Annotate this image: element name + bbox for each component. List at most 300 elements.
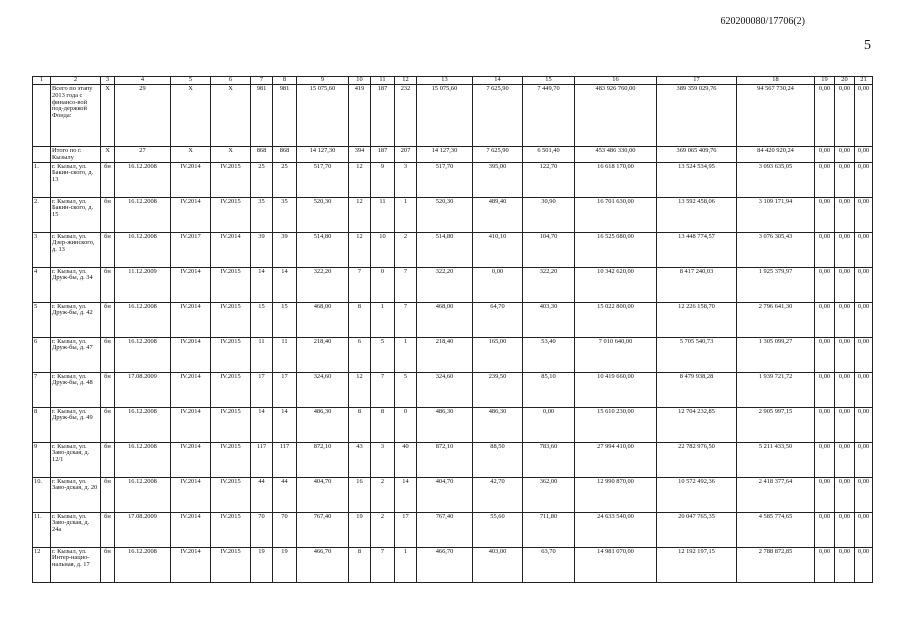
table-cell: 12 990 870,00 [575,477,657,512]
housing-program-table [32,76,873,583]
table-cell: 981 [251,85,273,147]
table-cell: 63,70 [523,547,575,582]
table-cell: 483 926 760,00 [575,85,657,147]
table-cell: 15 610 230,00 [575,407,657,442]
table-cell: 0,00 [835,337,855,372]
table-cell: 35 [251,197,273,232]
table-cell: 0,00 [835,407,855,442]
table-cell: 1. [33,162,51,197]
table-row [33,407,873,442]
table-cell: 0,00 [855,85,873,147]
table-cell: 0,00 [855,197,873,232]
table-cell: 2 788 872,85 [737,547,815,582]
table-cell: 5 [371,337,395,372]
column-number: 19 [815,77,835,85]
table-cell: 42,70 [473,477,523,512]
table-cell: 30,90 [523,197,575,232]
table-cell: 12 [349,162,371,197]
table-cell: 517,70 [417,162,473,197]
address-cell: г. Кызыл, ул. Заво-дская, д. 24а [51,512,101,547]
table-cell: бн [101,372,115,407]
subtotal-row [33,147,873,163]
table-cell: 1 925 379,97 [737,267,815,302]
column-number: 21 [855,77,873,85]
table-cell: 44 [251,477,273,512]
table-cell: 322,20 [417,267,473,302]
table-cell: 0,00 [835,147,855,163]
table-cell: 5 211 433,50 [737,442,815,477]
table-cell: 3 [395,162,417,197]
table-cell: 84 420 920,24 [737,147,815,163]
table-cell: 11.12.2009 [115,267,171,302]
address-cell: г. Кызыл, ул. Друж-бы, д. 49 [51,407,101,442]
column-number: 2 [51,77,101,85]
table-cell: IV.2014 [171,162,211,197]
table-cell: 25 [251,162,273,197]
table-cell: IV.2015 [211,442,251,477]
table-cell: 4 585 774,65 [737,512,815,547]
table-cell: 868 [251,147,273,163]
table-cell: 15 075,60 [297,85,349,147]
table-cell: 16.12.2008 [115,547,171,582]
table-cell: 0,00 [815,197,835,232]
table-cell: 1 [395,547,417,582]
table-cell: X [101,85,115,147]
table-cell: 53,40 [523,337,575,372]
table-cell: 218,40 [417,337,473,372]
table-cell: 8 479 938,28 [657,372,737,407]
table-cell: 0,00 [835,302,855,337]
table-cell: X [171,85,211,147]
page-number: 5 [864,38,871,53]
table-cell: 468,00 [297,302,349,337]
table-cell: 15 022 800,00 [575,302,657,337]
table-cell: 9 [371,162,395,197]
table-cell: 868 [273,147,297,163]
table-cell: 7 [395,267,417,302]
table-cell: 0,00 [855,407,873,442]
table-cell: 466,70 [417,547,473,582]
table-cell: 0,00 [835,162,855,197]
table-cell: 117 [273,442,297,477]
table-cell: IV.2014 [171,267,211,302]
table-cell: 410,10 [473,232,523,267]
table-cell: IV.2017 [171,232,211,267]
address-cell: Итого по г. Кызылу [51,147,101,163]
column-number: 13 [417,77,473,85]
table-cell: 16.12.2008 [115,477,171,512]
table-cell: 9 [33,442,51,477]
table-cell: 403,00 [473,547,523,582]
table-cell: 4 [33,267,51,302]
table-cell: 8 [349,407,371,442]
table-cell: 70 [273,512,297,547]
table-cell: IV.2014 [171,197,211,232]
table-cell: 7 [33,372,51,407]
table-cell: 7 [371,372,395,407]
table-cell: 486,30 [473,407,523,442]
table-cell: 15 075,60 [417,85,473,147]
table-cell: 5 705 540,73 [657,337,737,372]
column-number: 11 [371,77,395,85]
table-cell: 11 [273,337,297,372]
column-number: 15 [523,77,575,85]
table-cell: 70 [251,512,273,547]
table-cell: 218,40 [297,337,349,372]
table-cell: 17.08.2009 [115,372,171,407]
table-cell: IV.2015 [211,162,251,197]
table-cell: 17 [251,372,273,407]
table-cell: 0,00 [815,147,835,163]
column-number: 8 [273,77,297,85]
table-cell: 10 419 660,00 [575,372,657,407]
table-cell: 7 [371,547,395,582]
table-cell: 453 486 330,00 [575,147,657,163]
table-cell: IV.2015 [211,547,251,582]
table-cell: 394 [349,147,371,163]
table-cell: 0,00 [835,512,855,547]
table-cell: 207 [395,147,417,163]
table-cell: 362,00 [523,477,575,512]
table-cell: 11 [251,337,273,372]
table-cell: 2 796 641,30 [737,302,815,337]
table-cell: 12 704 232,85 [657,407,737,442]
column-number: 17 [657,77,737,85]
table-cell: X [211,85,251,147]
table-row [33,232,873,267]
table-cell: 1 939 721,72 [737,372,815,407]
table-cell: 403,30 [523,302,575,337]
column-number: 16 [575,77,657,85]
table-cell: X [211,147,251,163]
column-number: 6 [211,77,251,85]
table-cell: 0,00 [815,302,835,337]
table-cell: 520,30 [297,197,349,232]
table-cell: бн [101,267,115,302]
table-cell: 12 [349,232,371,267]
table-cell: 3 109 171,94 [737,197,815,232]
table-cell: 0,00 [523,407,575,442]
table-cell: 14 127,30 [297,147,349,163]
table-cell: IV.2014 [171,302,211,337]
table-cell: 12 [349,197,371,232]
table-cell: 165,00 [473,337,523,372]
table-cell: 14 [273,407,297,442]
column-number: 1 [33,77,51,85]
table-cell: 85,10 [523,372,575,407]
table-cell: 0,00 [855,162,873,197]
table-cell: 10 572 492,36 [657,477,737,512]
table-cell: 0,00 [815,442,835,477]
table-cell: 1 305 099,27 [737,337,815,372]
table-cell: 16 525 080,00 [575,232,657,267]
table-cell: 16.12.2008 [115,232,171,267]
table-cell: 44 [273,477,297,512]
table-cell: 11. [33,512,51,547]
table-cell: 94 567 730,24 [737,85,815,147]
table-cell: 0 [395,407,417,442]
table-row [33,302,873,337]
table-cell: 466,70 [297,547,349,582]
table-cell: 517,70 [297,162,349,197]
table-cell: 468,00 [417,302,473,337]
table-cell: 187 [371,85,395,147]
table-cell: 117 [251,442,273,477]
table-cell: бн [101,197,115,232]
table-cell: IV.2015 [211,197,251,232]
table-cell: бн [101,162,115,197]
table-cell: 0,00 [473,267,523,302]
address-cell: г. Кызыл, ул. Друж-бы, д. 34 [51,267,101,302]
table-cell: 7 449,70 [523,85,575,147]
table-cell: 0,00 [835,477,855,512]
table-cell: 369 065 409,76 [657,147,737,163]
table-row [33,512,873,547]
table-cell: 6 [349,337,371,372]
table-cell: 16 [349,477,371,512]
table-cell: 0,00 [835,267,855,302]
table-cell: 0,00 [855,547,873,582]
table-cell: 486,30 [297,407,349,442]
table-cell: 13 592 458,06 [657,197,737,232]
table-cell: 8 417 240,03 [657,267,737,302]
table-cell: 1 [395,337,417,372]
column-number: 3 [101,77,115,85]
table-cell: 39 [273,232,297,267]
table-cell: 395,00 [473,162,523,197]
table-cell: 0,00 [815,407,835,442]
table-cell: 27 994 410,00 [575,442,657,477]
table-cell: IV.2015 [211,512,251,547]
table-row [33,162,873,197]
table-cell: 14 127,30 [417,147,473,163]
table-cell: 2. [33,197,51,232]
table-cell: IV.2014 [171,337,211,372]
table-cell: 0,00 [855,147,873,163]
table-cell: 514,80 [417,232,473,267]
table-cell: 0 [371,267,395,302]
table-cell: 767,40 [297,512,349,547]
table-cell: 0,00 [855,477,873,512]
table-cell: 3 [33,232,51,267]
table-cell: 8 [349,547,371,582]
table-cell: 0,00 [815,372,835,407]
table-cell: X [101,147,115,163]
table-cell: 7 [395,302,417,337]
column-number: 4 [115,77,171,85]
address-cell: г. Кызыл, ул. Интер-нацио-нальная, д. 17 [51,547,101,582]
table-cell: 14 [395,477,417,512]
table-cell: 11 [371,197,395,232]
table-cell: 520,30 [417,197,473,232]
table-cell: 3 076 305,43 [737,232,815,267]
table-cell: 0,00 [855,337,873,372]
table-cell: 3 093 635,05 [737,162,815,197]
table-cell: 0,00 [815,162,835,197]
table-cell: IV.2015 [211,267,251,302]
table-cell: 0,00 [815,267,835,302]
table-cell: 7 [349,267,371,302]
column-number: 14 [473,77,523,85]
table-cell: 16.12.2008 [115,302,171,337]
table-cell: 16.12.2008 [115,407,171,442]
table-cell: IV.2015 [211,477,251,512]
table-cell: 22 782 976,50 [657,442,737,477]
table-row [33,267,873,302]
table-cell: 7 625,90 [473,85,523,147]
table-cell [33,85,51,147]
table-cell: 16.12.2008 [115,442,171,477]
table-row [33,442,873,477]
table-cell: IV.2014 [171,547,211,582]
table-cell: 0,00 [815,477,835,512]
column-number: 5 [171,77,211,85]
table-cell: 0,00 [835,197,855,232]
table-cell: 104,70 [523,232,575,267]
column-number-row [33,77,873,85]
table-cell: 13 448 774,57 [657,232,737,267]
table-cell: 7 010 640,00 [575,337,657,372]
address-cell: г. Кызыл, ул. Друж-бы, д. 48 [51,372,101,407]
table-cell: бн [101,302,115,337]
table-cell: 2 418 377,64 [737,477,815,512]
table-cell: IV.2014 [171,372,211,407]
table-cell: 14 981 070,00 [575,547,657,582]
table-cell: 187 [371,147,395,163]
table-cell: X [171,147,211,163]
table-row [33,477,873,512]
table-cell: 0,00 [815,85,835,147]
table-cell: 324,60 [297,372,349,407]
table-cell: 17 [273,372,297,407]
table-cell: 232 [395,85,417,147]
table-cell: 0,00 [855,372,873,407]
table-cell: 15 [251,302,273,337]
address-cell: г. Кызыл, ул. Дзер-жинского, д. 13 [51,232,101,267]
table-cell: 872,10 [297,442,349,477]
table-cell: 19 [251,547,273,582]
table-cell: 12 [33,547,51,582]
table-cell: 0,00 [835,547,855,582]
table-cell: 5 [33,302,51,337]
table-cell: 6 [33,337,51,372]
table-cell: IV.2014 [171,512,211,547]
table-cell: 10 [371,232,395,267]
table-cell: 122,70 [523,162,575,197]
table-cell: 8 [33,407,51,442]
table-cell: бн [101,547,115,582]
column-number: 12 [395,77,417,85]
table-cell: 404,70 [297,477,349,512]
table-cell: бн [101,337,115,372]
table-cell: 16.12.2008 [115,197,171,232]
table-cell: 6 501,40 [523,147,575,163]
table-cell: 17.08.2009 [115,512,171,547]
table-cell: IV.2014 [171,407,211,442]
table-cell: 0,00 [815,337,835,372]
table-cell: 0,00 [855,232,873,267]
table-cell [33,147,51,163]
address-cell: г. Кызыл, ул. Бакин-ского, д. 13 [51,162,101,197]
table-cell: 0,00 [815,232,835,267]
table-cell: 14 [273,267,297,302]
table-cell: бн [101,442,115,477]
table-cell: IV.2015 [211,372,251,407]
table-cell: 419 [349,85,371,147]
table-cell: 0,00 [835,442,855,477]
table-cell: 489,40 [473,197,523,232]
table-cell: 404,70 [417,477,473,512]
table-cell: 0,00 [855,512,873,547]
table-cell: 88,50 [473,442,523,477]
table-cell: 0,00 [835,372,855,407]
table-cell: 0,00 [855,442,873,477]
table-cell: 7 625,90 [473,147,523,163]
total-row [33,85,873,147]
table-cell: бн [101,232,115,267]
address-cell: г. Кызыл, ул. Заво-дская, д. 12/1 [51,442,101,477]
table-cell: 783,60 [523,442,575,477]
table-cell: 19 [349,512,371,547]
column-number: 20 [835,77,855,85]
table-cell: 2 [395,232,417,267]
table-cell: 514,80 [297,232,349,267]
table-row [33,372,873,407]
table-cell: 0,00 [835,232,855,267]
table-cell: 64,70 [473,302,523,337]
table-cell: 55,60 [473,512,523,547]
address-cell: г. Кызыл, ул. Заво-дская, д. 20 [51,477,101,512]
table-cell: 324,60 [417,372,473,407]
table-cell: бн [101,512,115,547]
table-cell: 8 [371,407,395,442]
table-cell: 16 701 630,00 [575,197,657,232]
table-cell: 35 [273,197,297,232]
table-cell: 767,40 [417,512,473,547]
table-cell: бн [101,477,115,512]
table-cell: 25 [273,162,297,197]
table-cell: IV.2015 [211,337,251,372]
table-cell: 10. [33,477,51,512]
table-cell: 13 524 534,95 [657,162,737,197]
table-cell: 29 [115,85,171,147]
table-cell: 711,80 [523,512,575,547]
document-code: 620200080/17706(2) [720,16,805,27]
table-cell: 239,50 [473,372,523,407]
table-cell: 39 [251,232,273,267]
table-cell: 872,10 [417,442,473,477]
table-cell: 40 [395,442,417,477]
table-cell: 24 633 540,00 [575,512,657,547]
table-cell: 0,00 [815,547,835,582]
table-cell: 5 [395,372,417,407]
table-cell: 14 [251,267,273,302]
address-cell: г. Кызыл, ул. Бакин-ского, д. 15 [51,197,101,232]
table-cell: 0,00 [835,85,855,147]
address-cell: г. Кызыл, ул. Друж-бы, д. 47 [51,337,101,372]
table-cell: 15 [273,302,297,337]
table-cell: 43 [349,442,371,477]
table-cell: 12 [349,372,371,407]
table-cell: 2 [371,477,395,512]
table-cell: 0,00 [855,302,873,337]
table-cell: 389 359 029,76 [657,85,737,147]
table-cell: 16.12.2008 [115,162,171,197]
table-cell: 486,30 [417,407,473,442]
table-cell: 17 [395,512,417,547]
table-cell: 981 [273,85,297,147]
table-cell: 0,00 [855,267,873,302]
